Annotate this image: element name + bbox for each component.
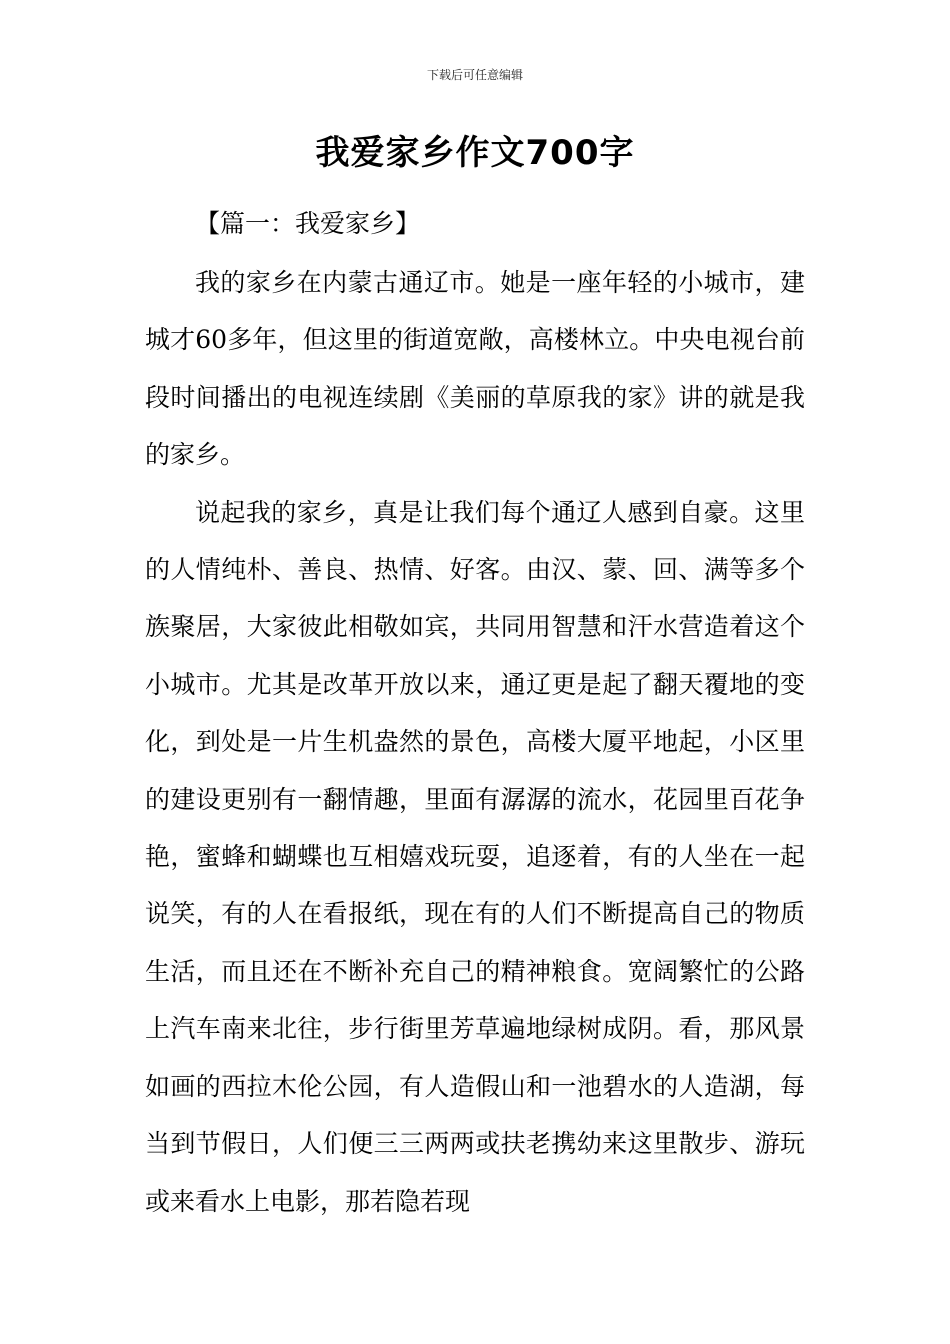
document-title: 我爱家乡作文700字 bbox=[315, 133, 635, 173]
body-text bbox=[145, 254, 805, 1230]
header-note: 下载后可任意编辑 bbox=[426, 68, 523, 82]
paragraph-1: 我的家乡在内蒙古通辽市。她是一座年轻的小城市，建城才60多年，但这里的街道宽敞，高楼林立。中央电视台前段时间播出的电视连续剧《美丽的草原我的家》讲的就是我的家乡。 bbox=[145, 268, 805, 470]
paragraph-2: 说起我的家乡，真是让我们每个通辽人感到自豪。这里的人情纯朴、善良、热情、好客。由汉、蒙、回、满等多个族聚居，大家彼此相敬如宾，共同用智慧和汗水营造着这个小城市。尤其是改革开放以来，通辽更是起了翻天覆地的变化，到处是一片生机盎然的景色，高楼大厦平地起，小区里的建设更别有一翻情趣，里面有潺潺的流水，花园里百花争艳，蜜蜂和蝴蝶也互相嬉戏玩耍，追逐着，有的人坐在一起说笑，有的人在看报纸，现在有的人们不断提高自己的物质生活，而且还在不断补充自己的精神粮食。宽阔繁忙的公路上汽车南来北往，步行街里芳草遍地绿树成阴。看，那风景如画的西拉木伦公园，有人造假山和一池碧水的人造湖，每当到节假日，人们便三三两两或扶老携幼来这里散步、游玩或来看水上电影，那若隐若现 bbox=[145, 497, 805, 1216]
section-heading: 【篇一：我爱家乡】 bbox=[195, 209, 421, 238]
